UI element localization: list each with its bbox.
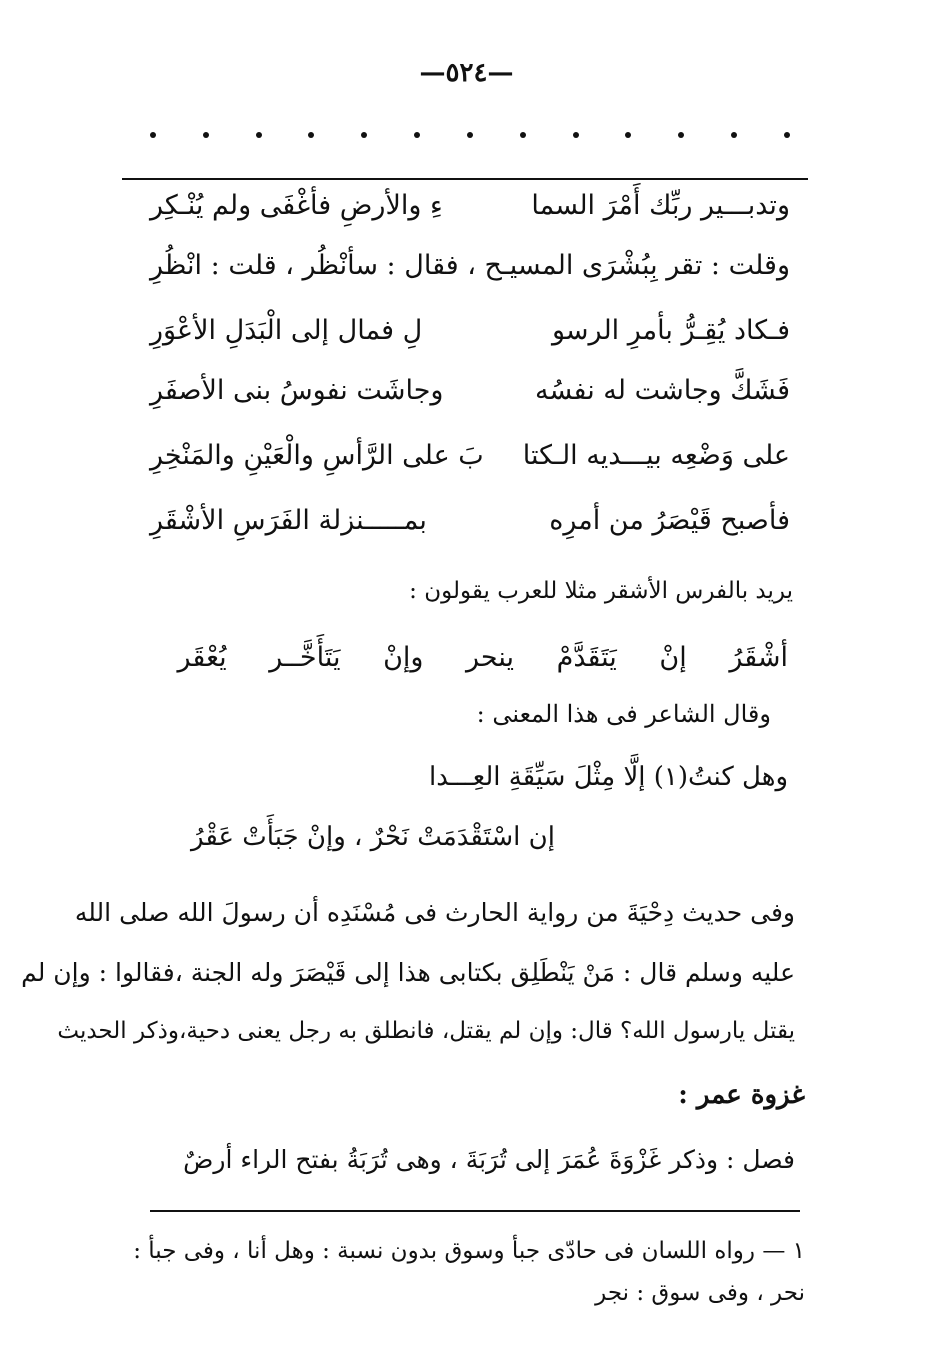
poem-line-2: إن اسْتَقْدَمَتْ نَحْرٌ ، وإنْ جَبَأَتْ عَقْرُ bbox=[191, 822, 555, 852]
verse-hemistich-first: وتدبـــير ربِّك أَمْرَ السما bbox=[531, 190, 790, 221]
verse-hemistich-first: فأصبح قَيْصَرُ من أمرِه bbox=[549, 505, 790, 536]
verse-3 bbox=[150, 315, 790, 365]
section-line: فصل : وذكر غَزْوَةَ عُمَرَ إلى تُرَبَةَ ، وهى تُرَبَةُ بفتح الراء أرضٌ bbox=[183, 1145, 795, 1174]
verse-2 bbox=[150, 250, 790, 300]
verse-hemistich-second: لِ فمال إلى الْبَدَلِ الأعْوَرِ bbox=[150, 315, 423, 346]
intro-line: يريد بالفرس الأشقر مثلا للعرب يقولون : bbox=[409, 578, 793, 604]
verse-hemistich-second: بمـــــنزلة الفَرَسِ الأشْقَرِ bbox=[150, 505, 427, 536]
verse-4 bbox=[150, 375, 790, 425]
hadith-line-3: يقتل يارسول الله؟ قال: وإن لم يقتل، فانطلق به رجل يعنى دحية،وذكر الحديث bbox=[57, 1018, 795, 1044]
hadith-line-2: عليه وسلم قال : مَنْ يَنْطَلِق بكتابى هذا إلى قَيْصَرَ وله الجنة ،فقالوا : وإن لم bbox=[21, 958, 795, 987]
dotted-ornament bbox=[150, 132, 790, 138]
verse-hemistich-first: على وَضْعِه بيـــديه الـكتا bbox=[522, 440, 790, 471]
verse-hemistich-first: وقلت : تقر بِبُشْرَى المسيـ bbox=[501, 250, 790, 281]
hadith-line-1: وفى حديث دِحْيَةَ من رواية الحارث فى مُسْنَدِه أن رسولَ الله صلى الله bbox=[74, 898, 795, 927]
footnote-rule bbox=[150, 1210, 800, 1212]
poem-line-1: وهل كنتُ(١) إلَّا مِثْلَ سَيِّقَةِ العِـــدا bbox=[429, 762, 788, 792]
verse-6 bbox=[150, 505, 790, 555]
verse-hemistich-second: ءِ والأرضِ فأغْفَى ولم يُنْـكِر bbox=[150, 190, 443, 221]
verse-hemistich-first: فـكاد يُقِـرُّ بأمرِ الرسو bbox=[551, 315, 790, 346]
verse-5 bbox=[150, 440, 790, 490]
poet-intro: وقال الشاعر فى هذا المعنى : bbox=[476, 700, 771, 728]
top-rule bbox=[122, 178, 808, 180]
proverb-line: أشْقَرُ إنْ يَتَقَدَّمْ ينحر وإنْ يَتَأَخَّــر يُعْقَر bbox=[177, 642, 788, 673]
verse-hemistich-first: فَشَكَّ وجاشت له نفسُه bbox=[534, 375, 790, 406]
footnote-line-1: ١ — رواه اللسان فى حادّى جبأ وسوق بدون نسبة : وهل أنا ، وفى جبأ : bbox=[133, 1238, 805, 1264]
verse-hemistich-second: بَ على الرَّأسِ والْعَيْنِ والمَنْخِرِ bbox=[150, 440, 484, 471]
verse-hemistich-second: وجاشَت نفوسُ بنى الأصفَرِ bbox=[150, 375, 444, 406]
section-heading: غزوة عمر : bbox=[678, 1080, 805, 1110]
verse-hemistich-second: ـح ، فقال : سأنْظُر ، قلت : انْظُرِ bbox=[150, 250, 510, 281]
verse-1 bbox=[150, 190, 790, 240]
page-number: —٥٢٤— bbox=[419, 58, 514, 88]
footnote-line-2: نحر ، وفى سوق : نجر bbox=[595, 1280, 805, 1306]
